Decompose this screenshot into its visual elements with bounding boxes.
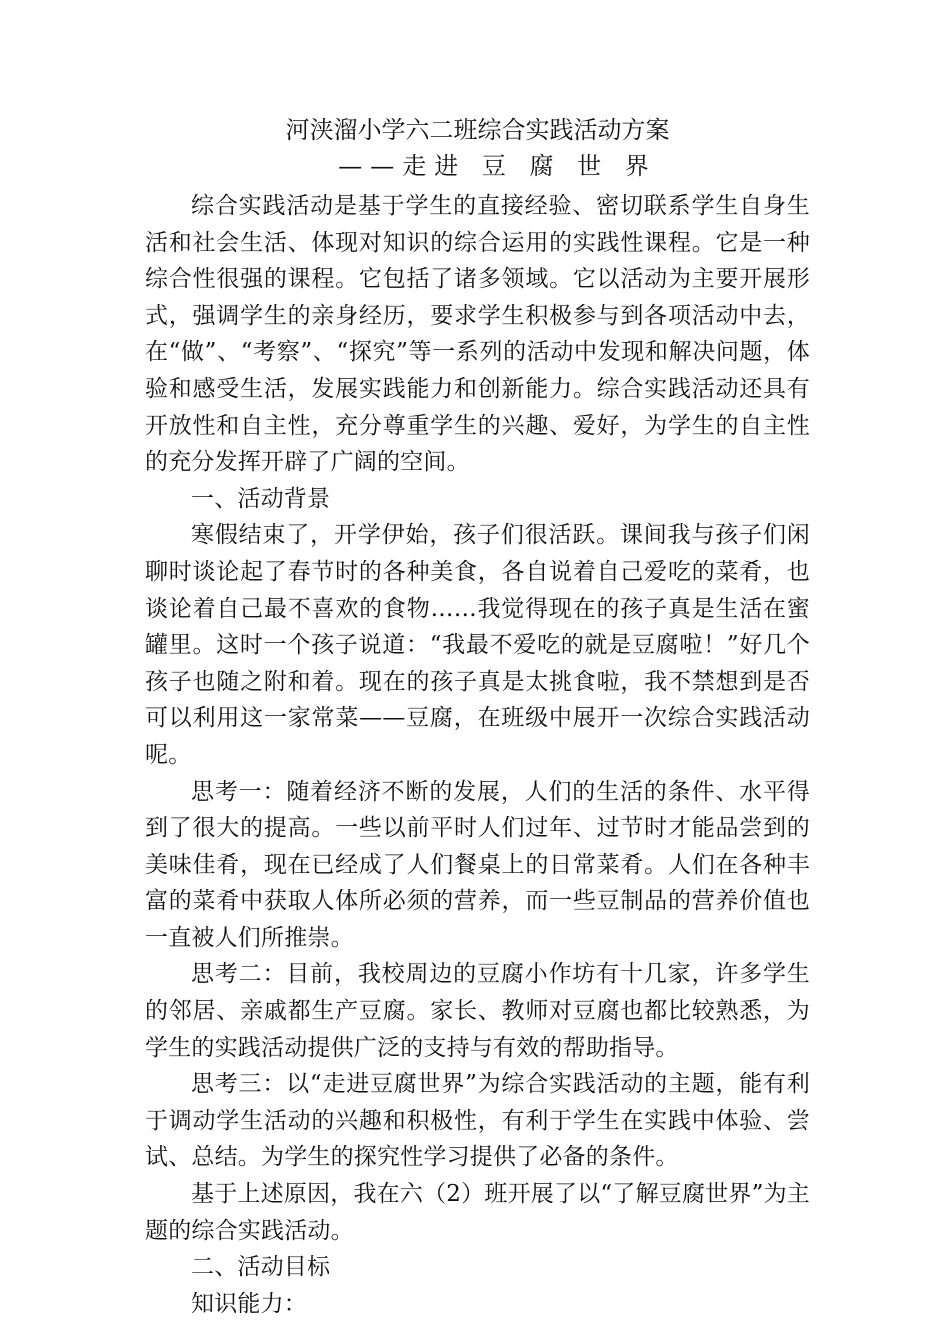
thought-two-paragraph: 思考二：目前，我校周边的豆腐小作坊有十几家，许多学生的邻居、亲戚都生产豆腐。家长、教师对豆腐也都比较熟悉，为学生的实践活动提供广泛的支持与有效的帮助指导。 (145, 961, 810, 1061)
thought-one-paragraph: 思考一：随着经济不断的发展，人们的生活的条件、水平得到了很大的提高。一些以前平时人们过年、过节时才能品尝到的美味佳肴，现在已经成了人们餐桌上的日常菜肴。人们在各种丰富的菜肴中获取人体所必须的营养，而一些豆制品的营养价值也一直被人们所推崇。 (145, 778, 810, 951)
knowledge-ability-label: 知识能力： (191, 1290, 307, 1317)
background-paragraph: 寒假结束了，开学伊始，孩子们很活跃。课间我与孩子们闲聊时谈论起了春节时的各种美食，各自说着自己爱吃的菜肴，也谈论着自己最不喜欢的食物……我觉得现在的孩子真是生活在蜜罐里。这时一个孩子说道：“我最不爱吃的就是豆腐啦！”好几个孩子也随之附和着。现在的孩子真是太挑食啦，我不禁想到是否可以利用这一家常菜——豆腐，在班级中展开一次综合实践活动呢。 (145, 522, 810, 768)
intro-paragraph: 综合实践活动是基于学生的直接经验、密切联系学生自身生活和社会生活、体现对知识的综合运用的实践性课程。它是一种综合性很强的课程。它包括了诸多领域。它以活动为主要开展形式，强调学生的亲身经历，要求学生积极参与到各项活动中去，在“做”、“考察”、“探究”等一系列的活动中发现和解决问题，体验和感受生活，发展实践能力和创新能力。综合实践活动还具有开放性和自主性，充分尊重学生的兴趣、爱好，为学生的自主性的充分发挥开辟了广阔的空间。 (145, 193, 810, 476)
document-page (145, 112, 810, 1322)
section-heading-background: 一、活动背景 (191, 485, 331, 512)
thought-three-paragraph: 思考三：以“走进豆腐世界”为综合实践活动的主题，能有利于调动学生活动的兴趣和积极性，有利于学生在实践中体验、尝试、总结。为学生的探究性学习提供了必备的条件。 (145, 1071, 810, 1171)
reason-summary-paragraph: 基于上述原因，我在六（2）班开展了以“了解豆腐世界”为主题的综合实践活动。 (145, 1181, 810, 1244)
section-heading-goals: 二、活动目标 (191, 1254, 331, 1281)
document-subtitle: ——走进 豆 腐 世 界 (338, 152, 657, 180)
document-title: 河浃溜小学六二班综合实践活动方案 (285, 116, 670, 144)
